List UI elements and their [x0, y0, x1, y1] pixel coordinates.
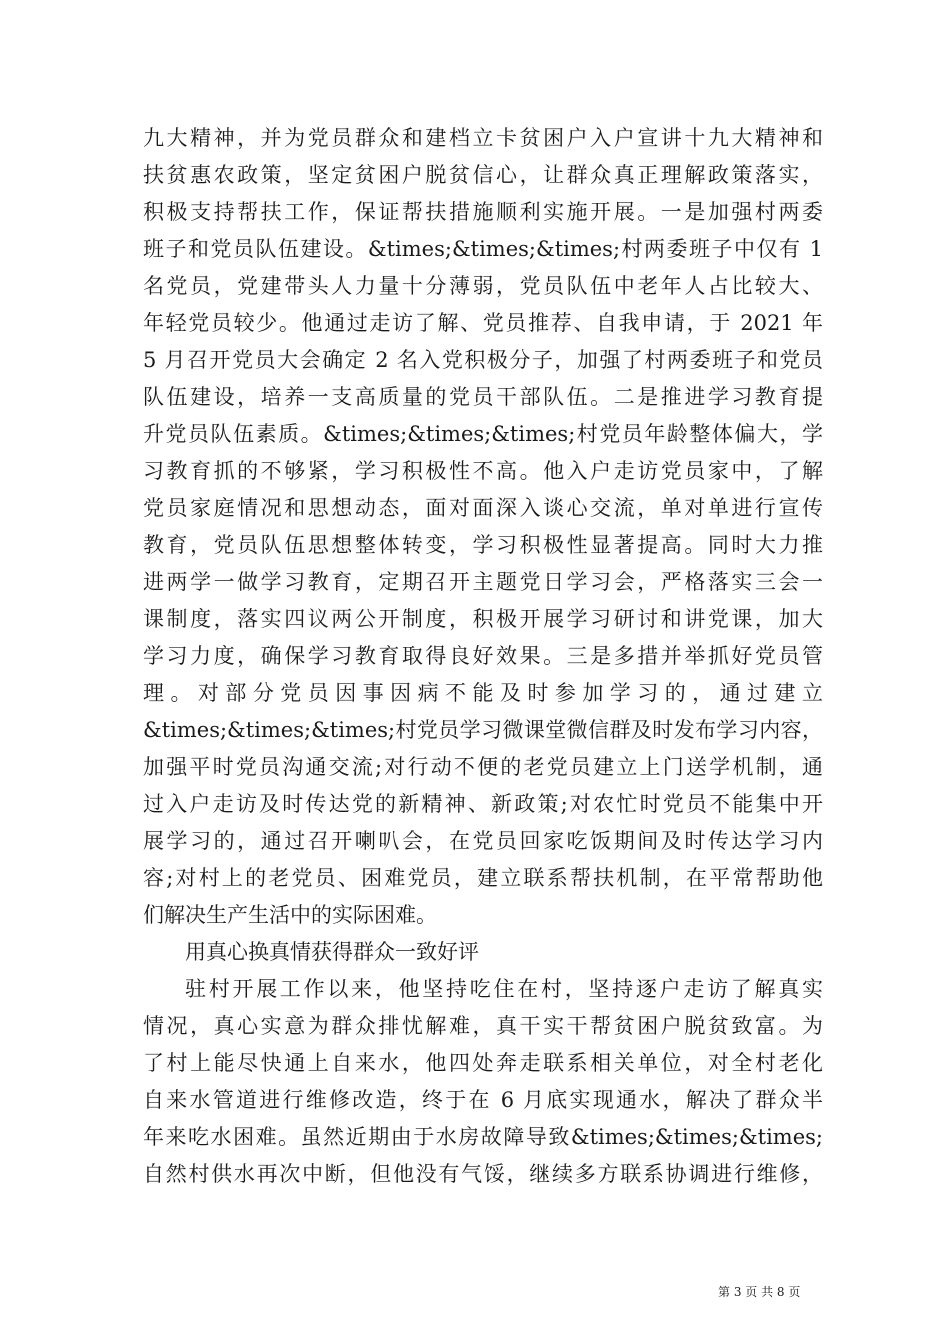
- text-line: 自然村供水再次中断，但他没有气馁，继续多方联系协调进行维修，: [143, 1162, 823, 1186]
- text-line: 升党员队伍素质。&times;&times;&times;村党员年龄整体偏大，学: [143, 422, 823, 446]
- text-line: 习教育抓的不够紧，学习积极性不高。他入户走访党员家中，了解: [143, 459, 823, 483]
- text-line: 进两学一做学习教育，定期召开主题党日学习会，严格落实三会一: [143, 570, 823, 594]
- text-line: 自来水管道进行维修改造，终于在 6 月底实现通水，解决了群众半: [143, 1088, 823, 1112]
- body-text: [143, 120, 823, 1193]
- text-line: 学习力度，确保学习教育取得良好效果。三是多措并举抓好党员管: [143, 644, 823, 668]
- text-line: 了村上能尽快通上自来水，他四处奔走联系相关单位，对全村老化: [143, 1051, 823, 1075]
- text-line: &times;&times;&times;村党员学习微课堂微信群及时发布学习内容，: [143, 718, 823, 742]
- text-line: 理。对部分党员因事因病不能及时参加学习的，通过建立: [143, 681, 823, 705]
- text-line: 党员家庭情况和思想动态，面对面深入谈心交流，单对单进行宣传: [143, 496, 823, 520]
- text-line: 情况，真心实意为群众排忧解难，真干实干帮贫困户脱贫致富。为: [143, 1014, 823, 1038]
- text-line: 年来吃水困难。虽然近期由于水房故障导致&times;&times;&times;: [143, 1125, 823, 1149]
- text-line: 展学习的，通过召开喇叭会，在党员回家吃饭期间及时传达学习内: [143, 829, 823, 853]
- text-line: 九大精神，并为党员群众和建档立卡贫困户入户宣讲十九大精神和: [143, 126, 823, 150]
- text-line: 名党员，党建带头人力量十分薄弱，党员队伍中老年人占比较大、: [143, 274, 823, 298]
- text-line: 积极支持帮扶工作，保证帮扶措施顺利实施开展。一是加强村两委: [143, 200, 823, 224]
- text-line: 班子和党员队伍建设。&times;&times;&times;村两委班子中仅有 1: [143, 237, 823, 261]
- text-line: 扶贫惠农政策，坚定贫困户脱贫信心，让群众真正理解政策落实，: [143, 163, 823, 187]
- text-line: 年轻党员较少。他通过走访了解、党员推荐、自我申请，于 2021 年: [143, 311, 823, 335]
- text-line: 课制度，落实四议两公开制度，积极开展学习研讨和讲党课，加大: [143, 607, 823, 631]
- text-line: 容;对村上的老党员、困难党员，建立联系帮扶机制，在平常帮助他: [143, 866, 823, 890]
- text-line: 教育，党员队伍思想整体转变，学习积极性显著提高。同时大力推: [143, 533, 823, 557]
- text-line: 队伍建设，培养一支高质量的党员干部队伍。二是推进学习教育提: [143, 385, 823, 409]
- text-line: 过入户走访及时传达党的新精神、新政策;对农忙时党员不能集中开: [143, 792, 823, 816]
- paragraph-first-line: 驻村开展工作以来，他坚持吃住在村，坚持逐户走访了解真实: [185, 977, 823, 1001]
- text-line: 5 月召开党员大会确定 2 名入党积极分子，加强了村两委班子和党员: [143, 348, 823, 372]
- paragraph-last-line: 们解决生产生活中的实际困难。: [143, 903, 437, 927]
- text-line: 加强平时党员沟通交流;对行动不便的老党员建立上门送学机制，通: [143, 755, 823, 779]
- page-number-footer: 第 3 页 共 8 页: [718, 1285, 801, 1299]
- section-heading: 用真心换真情获得群众一致好评: [185, 940, 479, 964]
